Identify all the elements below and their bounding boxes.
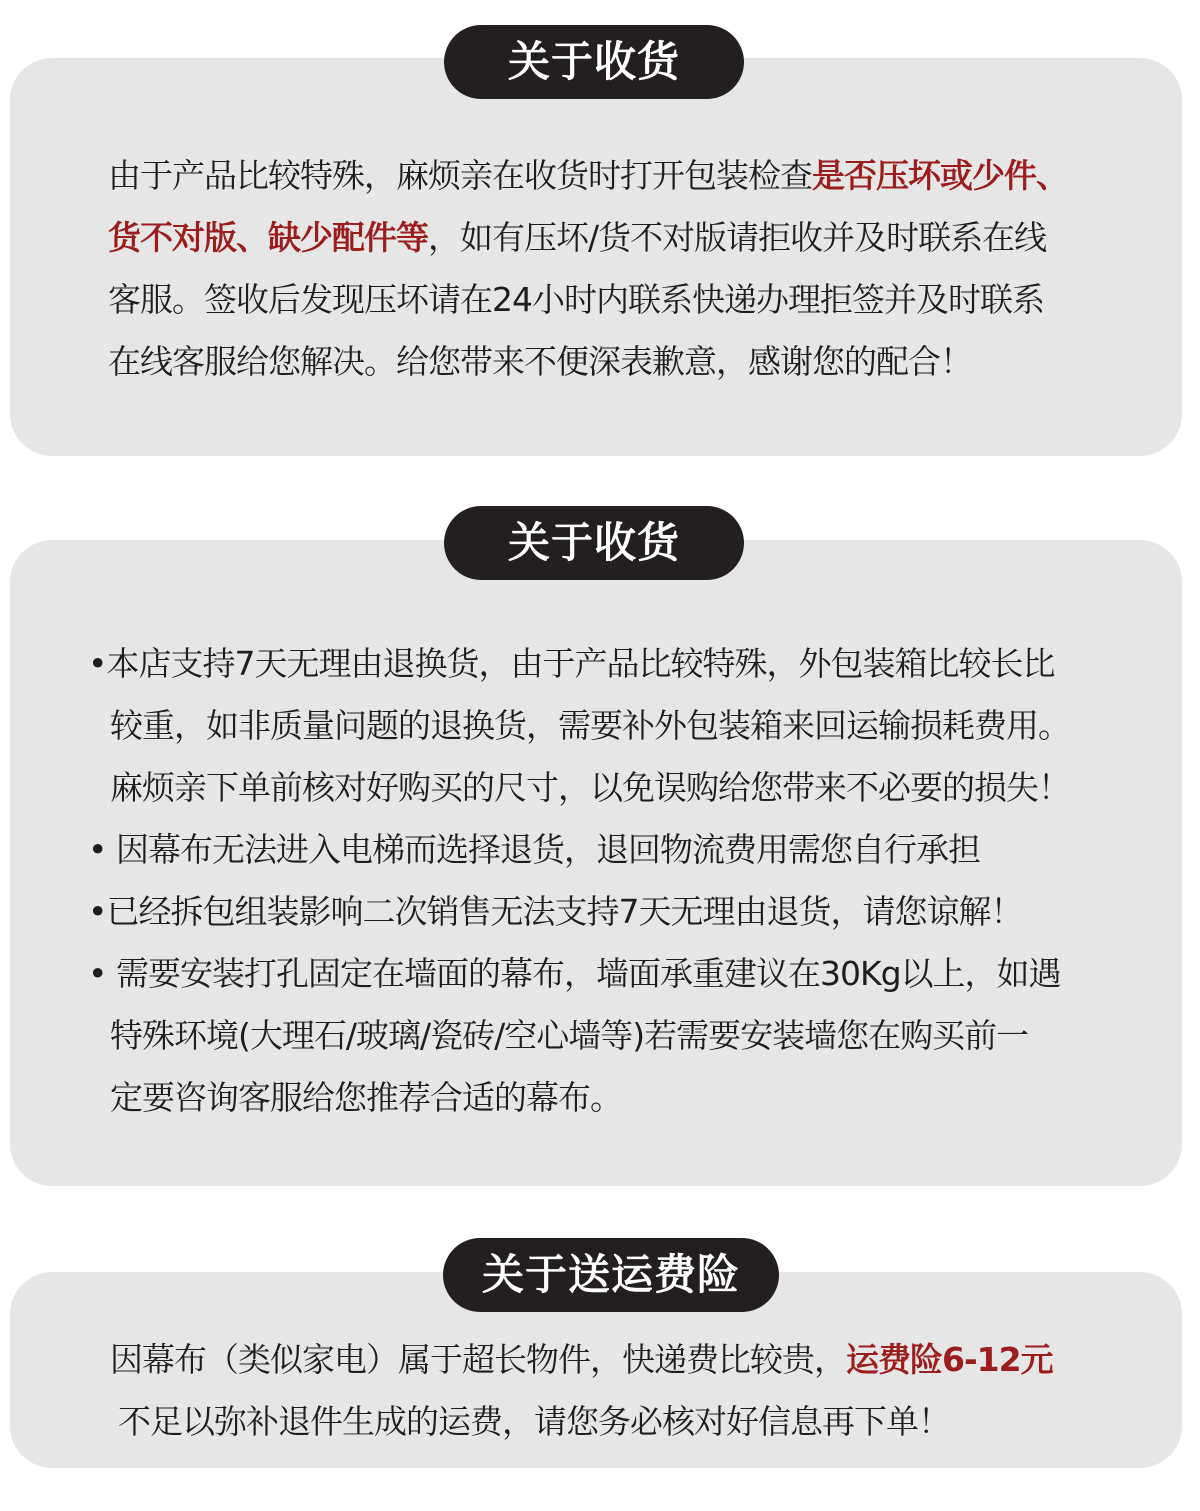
returns-line: 特殊环境(大理石/玻璃/瓷砖/空心墙等)若需要安装墙您在购买前一 [110, 1016, 1029, 1055]
section-title-shipping-insurance: 关于送运费险 [443, 1238, 779, 1312]
returns-line: 较重，如非质量问题的退换货，需要补外包装箱来回运输损耗费用。 [110, 706, 1070, 745]
shipping-line-1: 因幕布（类似家电）属于超长物件，快递费比较贵，运费险6-12元 [110, 1340, 1053, 1379]
shipping-line-2: 不足以弥补退件生成的运费，请您务必核对好信息再下单！ [118, 1402, 950, 1441]
returns-line: • 因幕布无法进入电梯而选择退货，退回物流费用需您自行承担 [88, 830, 980, 869]
shipping-insurance-text [110, 1334, 1170, 1454]
section-title-receiving: 关于收货 [444, 25, 744, 99]
returns-line: • 需要安装打孔固定在墙面的幕布，墙面承重建议在30Kg以上，如遇 [88, 954, 1061, 993]
returns-line: 定要咨询客服给您推荐合适的幕布。 [110, 1078, 622, 1117]
receiving-line-4: 在线客服给您解决。给您带来不便深表歉意，感谢您的配合！ [108, 342, 972, 381]
returns-line: 麻烦亲下单前核对好购买的尺寸，以免误购给您带来不必要的损失！ [110, 768, 1070, 807]
receiving-line-2: 货不对版、缺少配件等，如有压坏/货不对版请拒收并及时联系在线 [108, 218, 1047, 257]
highlight-text: 货不对版、缺少配件等 [108, 218, 428, 257]
section-title-returns: 关于收货 [444, 506, 744, 580]
returns-text [88, 638, 1168, 1128]
receiving-line-1: 由于产品比较特殊，麻烦亲在收货时打开包装检查是否压坏或少件、 [108, 156, 1068, 195]
receiving-text [108, 150, 1168, 400]
receiving-line-3: 客服。签收后发现压坏请在24小时内联系快递办理拒签并及时联系 [108, 280, 1044, 319]
returns-line: •已经拆包组装影响二次销售无法支持7天无理由退货，请您谅解！ [88, 892, 1023, 931]
highlight-text: 是否压坏或少件、 [812, 156, 1068, 195]
highlight-text: 运费险6-12元 [846, 1340, 1053, 1379]
returns-line: •本店支持7天无理由退换货，由于产品比较特殊，外包装箱比较长比 [88, 644, 1055, 683]
